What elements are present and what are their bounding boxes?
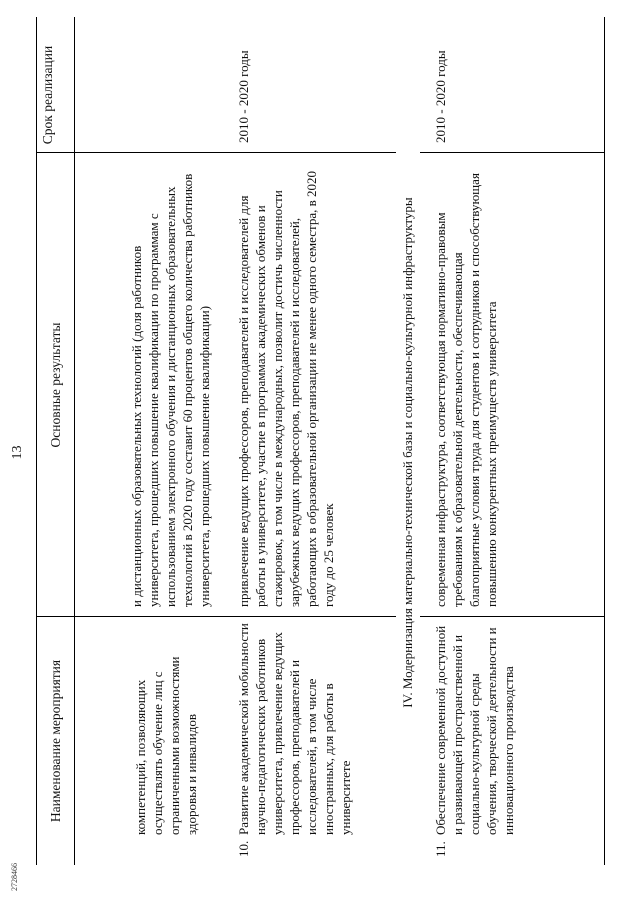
document-code: 2728466 (10, 863, 19, 891)
row-11-results: современная инфраструктура, соответствующая нормативно-правовым требованиям к образовательной деятельности, обеспечивающая благоприятные условия труда для студентов и сотрудников и способствующая повышению конкурентных преимуществ университета (433, 173, 499, 607)
column-divider-1 (36, 616, 396, 617)
table-top-rule (36, 17, 37, 865)
row-10-name: Развитие академической мобильности научно-педагогических работников университета, привлечение ведущих профессоров, преподавателей и исследователей, в том числе иностранных, для работы в университете (236, 623, 353, 835)
row-10-period: 2010 - 2020 годы (236, 50, 251, 143)
row-10-results: привлечение ведущих профессоров, преподавателей и исследователей для работы в университете, участие в программах академических обменов и стажировок, в том числе в международных, позволит достичь численности зарубежных ведущих профессоров, преподавателей и исследователей, работающих в образовательной организации не менее одного семестра, в 2020 году до 25 человек (236, 170, 336, 607)
row-10-number: 10. (236, 840, 251, 857)
header-name: Наименование мероприятия (48, 659, 63, 823)
page-number: 13 (10, 445, 25, 460)
column-divider-2 (36, 152, 396, 153)
header-bottom-rule (74, 17, 75, 865)
column-divider-2b (420, 152, 604, 153)
row-11-name: Обеспечение современной доступной и развивающей пространственной и социально-культурной среды обучения, творческой деятельности и инновационного производства (433, 625, 516, 835)
header-results: Основные результаты (48, 322, 63, 448)
column-divider-1b (420, 616, 604, 617)
section-title: IV. Модернизация материально-технической базы и социально-культурной инфраструктуры (400, 197, 415, 708)
table-bottom-rule (604, 17, 605, 865)
row-cont-results: и дистанционных образовательных технологий (доля работников университета, прошедших повышение квалификации по программам с использованием электронного обучения и дистанционных образовательных технологий в 2020 году составит 60 процентов общего количества работников университета, прошедших повышение квалификации) (129, 173, 212, 607)
row-11-number: 11. (433, 841, 448, 857)
header-period: Срок реализации (40, 45, 55, 145)
row-11-period: 2010 - 2020 годы (433, 50, 448, 143)
row-cont-name: компетенций, позволяющих осуществлять обучение лиц с ограниченными возможностями здоровья и инвалидов (133, 656, 199, 835)
